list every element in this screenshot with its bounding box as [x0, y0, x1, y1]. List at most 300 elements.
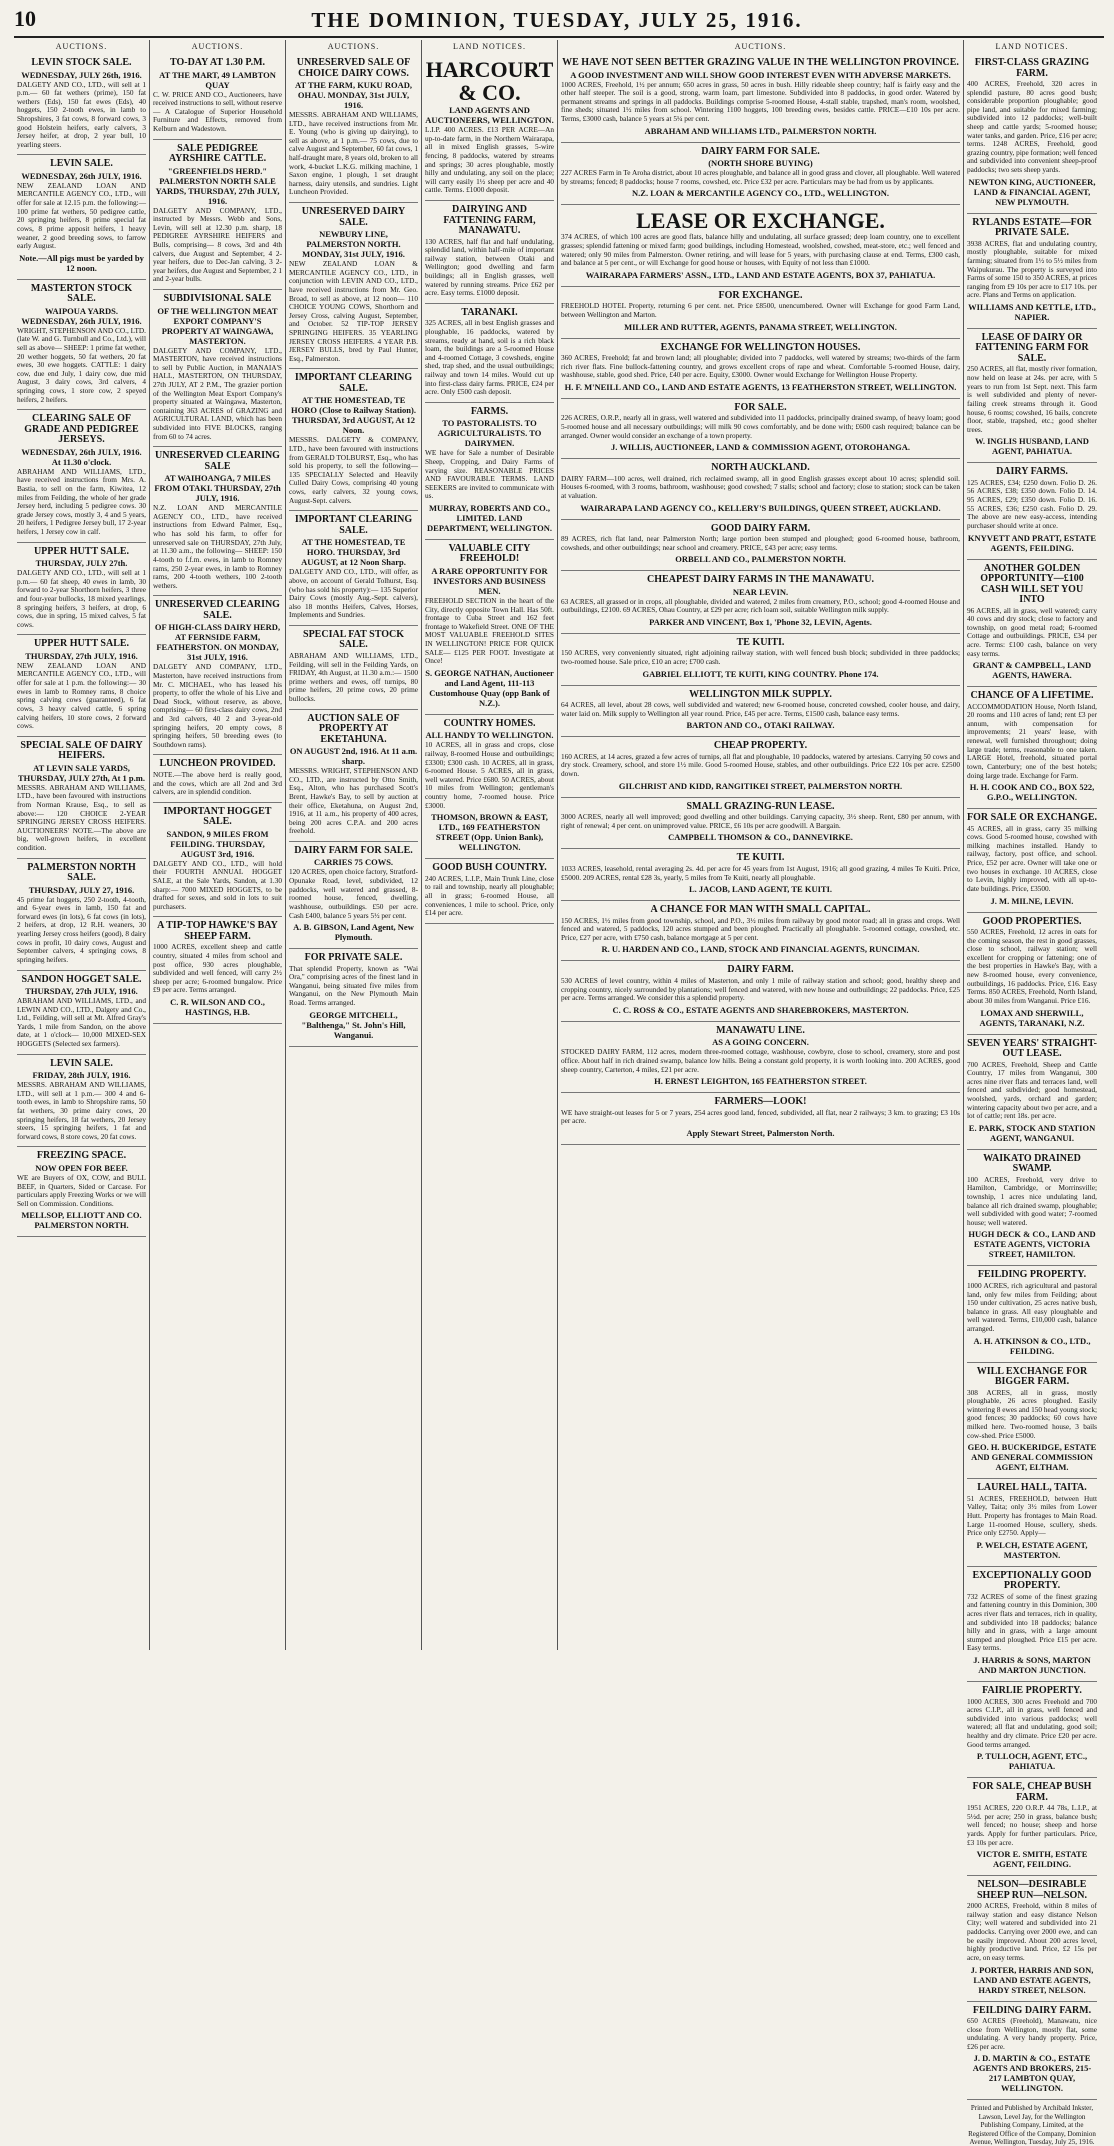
classified-ad — [561, 54, 960, 143]
ad-advertiser: L. JACOB, LAND AGENT, TE KUITI. — [688, 884, 833, 895]
classified-ad — [967, 2002, 1097, 2101]
classified-ad — [967, 1479, 1097, 1567]
classified-ad — [153, 917, 282, 1024]
classified-ad — [561, 1022, 960, 1093]
ad-body: ABRAHAM AND WILLIAMS, LTD., and LEWIN AND CO., LTD., Dalgety and Co., Ltd., Feilding, will sell at Mt. Alfred Gray's Yards, 1 mile from Sandon, on the above date, at 1 o'clock— 10,000 MIXED-SEX HOGGETS (Selected sex farmers). — [17, 996, 146, 1049]
ad-advertiser: GABRIEL ELLIOTT, TE KUITI, KING COUNTRY. Phone 174. — [642, 668, 879, 679]
ad-heading: VALUABLE CITY FREEHOLD! — [448, 542, 531, 565]
newspaper-column-5 — [558, 40, 964, 1650]
ad-heading: IMPORTANT HOGGET SALE. — [163, 805, 272, 828]
classified-ad — [561, 287, 960, 339]
ad-body: 120 ACRES, open choice factory, Stratford-Opunake Road, level, subdivided, 12 paddocks, well watered and grassed, 8-roomed house, fenced, dwelling, washhouse, outbuildings. £50 per acre. Cash £400, balance 5 years 5½ per cent. — [289, 867, 418, 920]
classified-ad — [289, 54, 418, 203]
newspaper-column-4 — [422, 40, 558, 1650]
ad-advertiser: MELLSOP, ELLIOTT AND CO. PALMERSTON NORTH. — [21, 1210, 142, 1231]
ad-body: DAIRY FARM—100 acres, well drained, rich reclaimed swamp, all in good English grasses except about 10 acres; splendid soil. Houses 6-roomed, with 3 rooms, bathroom, washhouse; good cowshed; 7 stalls; school and factory; close to station; stock can be taken at valuation. — [561, 473, 960, 500]
classified-ad — [17, 737, 146, 859]
ad-heading: NELSON—DESIRABLE SHEEP RUN—NELSON. — [976, 1879, 1088, 1901]
ad-body: ABRAHAM AND WILLIAMS, LTD., have received instructions from Mrs. A. Bastia, to sell on the farm, Kiwitea, 12 miles from Feilding, the whole of her grade Jersey herd, including 5 pedigree cows. 30 grade Jersey cows, mostly 3, 4 and 5 years, 20 heifers, 1 Pedigree Jersey bull, 17 2-year heifers, 1 Jersey cow in calf. — [17, 466, 146, 536]
classified-ad — [561, 399, 960, 459]
ad-body: 150 ACRES, very conveniently situated, right adjoining railway station, with well fenced bush block; subdivided in three paddocks; two-roomed house. Sale price, £10 an acre; £700 cash. — [561, 648, 960, 667]
classified-ad — [561, 520, 960, 572]
ad-advertiser: A. H. ATKINSON & CO., LTD., FEILDING. — [973, 1335, 1091, 1356]
ad-heading: CHANCE OF A LIFETIME. — [970, 690, 1094, 702]
ad-subheading: THURSDAY, JULY 27, 1916. — [28, 884, 135, 895]
ad-advertiser: MILLER AND RUTTER, AGENTS, PANAMA STREET, WELLINGTON. — [624, 321, 897, 332]
ad-heading: ANOTHER GOLDEN OPPORTUNITY—£100 CASH WILL SET YOU INTO — [980, 562, 1084, 605]
ad-advertiser: WAIRARAPA FARMERS' ASSN., LTD., LAND AND ESTATE AGENTS, BOX 37, PAHIATUA. — [585, 269, 936, 280]
ad-advertiser: E. PARK, STOCK AND STATION AGENT, WANGANUI. — [968, 1122, 1096, 1143]
ad-subheading: TO PASTORALISTS. TO AGRICULTURALISTS. TO DAIRYMEN. — [437, 418, 542, 449]
newspaper-title: THE DOMINION, TUESDAY, JULY 25, 1916. — [311, 8, 803, 32]
ad-advertiser: NEWTON KING, AUCTIONEER, LAND & FINANCIAL AGENT, NEW PLYMOUTH. — [968, 176, 1096, 207]
ad-subheading: AT LEVIN SALE YARDS, THURSDAY, JULY 27th, At 1 p.m. — [18, 762, 145, 783]
classified-ad — [561, 634, 960, 686]
ad-heading: FOR SALE OR EXCHANGE. — [967, 812, 1098, 824]
classified-ad — [289, 626, 418, 710]
ad-heading: WE HAVE NOT SEEN BETTER GRAZING VALUE IN THE WELLINGTON PROVINCE. — [562, 57, 959, 68]
ad-body: 64 ACRES, all level, about 28 cows, well subdivided and watered; new 6-roomed house, concreted cowshed, cooler house, and dairy, water laid on. Milk supply to Wellington all year round. Price, £45 per acre. Terms, £1500 cash, balance easy terms. — [561, 700, 960, 718]
ad-body: 550 ACRES, Freehold, 12 acres in oats for the coming season, the rest in good grasses, close to school, railway station; well excellent for cropping or fattening; one of the best properties in Hawke's Bay, with a new 8-roomed house, every convenience, outbuildings, 16 paddocks. Price, £16. Easy Terms. 850 ACRES, Freehold, North Island, about 30 miles from Wanganui. Price £16. — [967, 927, 1097, 1005]
ad-heading: IMPORTANT CLEARING SALE. — [294, 514, 413, 536]
classified-ad — [289, 203, 418, 369]
classified-ad — [561, 686, 960, 738]
ad-heading: UNRESERVED DAIRY SALE. — [301, 206, 406, 228]
ad-subheading: THURSDAY, 27th JULY, 1916. — [25, 650, 138, 661]
ad-body: C. W. PRICE AND CO., Auctioneers, have received instructions to sell, without reserve— A Catalogue of Superior Household Furniture and Effects, removed from Kelburn and Wadestown. — [153, 89, 282, 133]
ad-body: 732 ACRES of some of the finest grazing and fattening country in this Dominion, 300 acres river flats and terraces, rich in quality, and subdivided into 18 paddocks; balance hilly and in grass, with a large amount stumped and ploughed. Price £15 per acre. Easy terms. — [967, 1591, 1097, 1653]
classified-ad — [153, 290, 282, 447]
classified-ad — [561, 798, 960, 850]
ad-subheading: NEWBURY LINE, PALMERSTON NORTH. MONDAY, 31st JULY, 1916. — [302, 229, 405, 260]
ad-heading: GOOD BUSH COUNTRY. — [432, 862, 547, 874]
ad-body: DALGETY AND CO., LTD., will sell at 1 p.m.— 60 fat sheep, 40 ewes in lamb, 30 forward to 2-year Shorthorn heifers, 3 three and four-year bullocks, 18 mixed yearlings, 8 springing heifers, 3 heifers, at drop, 6 cows, due in spring, 15 mixed calves, 5 fat cows. — [17, 568, 146, 629]
ad-advertiser: P. WELCH, ESTATE AGENT, MASTERTON. — [976, 1539, 1088, 1560]
ad-heading: CHEAPEST DAIRY FARMS IN THE MANAWATU. — [647, 574, 874, 586]
ad-heading: FEILDING PROPERTY. — [977, 1269, 1087, 1281]
ad-body: 51 ACRES, FREEHOLD, between Hutt Valley, Taita; only 3½ miles from Lower Hutt. Property has frontages to Main Road. Large 11-roomed House, scullery, sheds. Price only £2750. Apply— — [967, 1493, 1097, 1538]
ad-body: 3000 ACRES, nearly all well improved; good dwelling and other buildings. Carrying capacity, 3½ sheep. Rent, £80 per annum, with right of renewal; 4 per cent. on unimproved value. PRICE, £6 10s per acre goodwill. A Bargain. — [561, 812, 960, 830]
ad-heading: LEVIN STOCK SALE. — [31, 57, 132, 68]
ad-body: WE are Buyers of OX, COW, and BULL BEEF, in Quarters, Sided or Carcase. For particulars apply Freezing Works or we will Sell on Commission. Conditions. — [17, 1172, 146, 1208]
ad-heading: DAIRYING AND FATTENING FARM, MANAWATU. — [443, 204, 536, 237]
ad-heading: TE KUITI. — [736, 636, 785, 648]
ad-heading: SMALL GRAZING-RUN LEASE. — [686, 800, 835, 812]
ad-heading: AUCTION SALE OF PROPERTY AT EKETAHUNA. — [307, 712, 400, 745]
ad-heading: TO-DAY AT 1.30 P.M. — [169, 57, 266, 68]
ad-subheading: AT THE HOMESTEAD, TE HORO. THURSDAY, 3rd AUGUST, at 12 Noon Sharp. — [301, 537, 406, 568]
ad-advertiser: W. INGLIS HUSBAND, LAND AGENT, PAHIATUA. — [975, 436, 1089, 457]
ad-body: 130 ACRES, half flat and half undulating, splendid land, within half-mile of important railway station, between Otaki and Wellington; good dwelling and farm buildings; all in English grasses, well watered by running streams. Price £62 per acre. Easy terms. £1000 deposit. — [425, 236, 554, 298]
ad-body: ACCOMMODATION House, North Island, 20 rooms and 110 acres of land; rent £3 per annum, with compensation for improvements; 21 years' lease, with renewal, well furnished throughout; doing large trade; terms, reasonable to one taken. LARGE Hotel, freehold, situated portal town, Canterbury; one of the best hotels; doing large trade. Exchange for Farm. — [967, 701, 1097, 780]
classified-ad — [967, 687, 1097, 809]
classified-ad — [425, 304, 554, 403]
ad-heading: SEVEN YEARS' STRAIGHT-OUT LEASE. — [967, 1037, 1097, 1059]
ad-body: 89 ACRES, rich flat land, near Palmerston North; large portion been stumped and ploughed; good 6-roomed house, bathroom, cowsheds, and other outbuildings; near school and creamery. PRICE, £43 per acre; easy terms. — [561, 534, 960, 552]
ad-body: 150 ACRES, 1½ miles from good township, school, and P.O., 3½ miles from railway by good motor road; all in grass and crops. Well fenced and watered, 5 paddocks, 120 acres stumped and been ploughed. Practically all ploughable. 5-roomed cottage, cowshed, etc. Price, £27 per acre, with £750 cash, balance mortgage at 5 per cent. — [561, 915, 960, 942]
ad-advertiser: S. GEORGE NATHAN, Auctioneer and Land Agent, 111-113 Customhouse Quay (opp Bank of N.Z.). — [425, 667, 554, 708]
ad-advertiser: ABRAHAM AND WILLIAMS LTD., PALMERSTON NORTH. — [644, 125, 877, 136]
ad-heading: FOR EXCHANGE. — [718, 289, 803, 301]
ad-heading: DAIRY FARM FOR SALE. — [294, 844, 413, 856]
ad-body: DALGETY AND COMPANY, LTD., instructed by Messrs. Webb and Sons, Levin, will sell at 12.30 p.m. sharp, 18 PEDIGREE AYRSHIRE HEIFERS and Bulls, comprising— 8 cows, 3rd and 4th calvers, due August and September, 4 2-year heifers, due to Dec-Jan calving, 3 2-year heifers, due August and September, 2 1 and 2-year bulls. — [153, 205, 282, 284]
ad-body: DALGETY AND CO., LTD., will offer, as above, on account of Gerald Tolhurst, Esq. (who has sold his property):— 135 Superior Dairy Cows (mostly Aug.-Sept. calvers), also 18 months Heifers, Calves, Horses, Implements and Sundries. — [289, 567, 418, 620]
classified-ad — [561, 571, 960, 634]
ad-heading: WAIKATO DRAINED SWAMP. — [983, 1152, 1081, 1175]
ad-body: 360 ACRES, Freehold; fat and brown land; all ploughable; divided into 7 paddocks, well watered by streams; two-thirds of the farm rich river flats. Fine bullock-fattening country, and grows excellent crops of rape and wheat. Comfortable 5-roomed House, dairy, washhouse, stable, good shed. Price, £40 per acre. Equity, £3000. Owner would Exchange for Wellington House Property. — [561, 353, 960, 380]
ad-body: 125 ACRES, £34; £250 down. Folio D. 26. 56 ACRES, £38; £350 down. Folio D. 14. 95 ACRES, £29; £350 down. Folio D. 16. 55 ACRES, £36; £250 cash. Folio D. 29. The above are new easy-access, intending purchaser should write at once. — [967, 477, 1097, 530]
classified-ad — [17, 543, 146, 636]
classified-ad — [17, 971, 146, 1055]
ad-advertiser: BARTON AND CO., OTAKI RAILWAY. — [686, 720, 835, 731]
ad-heading: SANDON HOGGET SALE. — [21, 973, 142, 985]
ad-heading: SALE PEDIGREE AYRSHIRE CATTLE. — [168, 142, 267, 165]
ad-advertiser: C. R. WILSON AND CO., HASTINGS, H.B. — [170, 997, 265, 1018]
ad-body: 3938 ACRES, flat and undulating country, mostly ploughable, suitable for mixed farming; situated from 1½ to 5½ miles from Waipukurau. The property is surveyed into Farms of some 150 to 350 ACRES, at prices ranging from £9 10s per acre to £17 10s. per acre. Plans and Terms on application. — [967, 238, 1097, 300]
ad-advertiser: H. F. M'NEILL AND CO., LAND AND ESTATE AGENTS, 13 FEATHERSTON STREET, WELLINGTON. — [564, 381, 957, 392]
ad-body: 650 ACRES (Freehold), Manawatu, nice close from Wellington, mostly flat, some undulating. A very handy property. Price, £26 per acre. — [967, 2016, 1097, 2051]
ad-body: DALGETY AND CO., LTD., will hold their FOURTH ANNUAL HOGGET SALE, at the Sale Yards, Sandon, at 1.30 sharp:— 7000 MIXED HOGGETS, to be drafted for sexes, and sold in lots to suit purchasers. — [153, 858, 282, 911]
ad-heading: LEASE OR EXCHANGE. — [636, 208, 885, 234]
ad-heading: UNRESERVED CLEARING SALE. — [155, 599, 280, 621]
masthead — [0, 0, 1114, 36]
ad-body: 1033 ACRES, leasehold, rental averaging 2s. 4d. per acre for 45 years from 1st August, 1916; all good grazing, 4 miles Te Kuiti. Price, £5000. 209 ACRES, rental £28 3s, yearly, 5 miles from Te Kuiti, nearly all ploughable. — [561, 863, 960, 882]
ad-advertiser: THOMSON, BROWN & EAST, LTD., 169 FEATHERSTON STREET (Opp. Union Bank), WELLINGTON. — [431, 812, 548, 853]
classified-ad — [153, 140, 282, 290]
classified-ad — [967, 1150, 1097, 1267]
page-number: 10 — [14, 6, 36, 31]
ad-body: 400 ACRES, Freehold, 320 acres in splendid pasture, 80 acres good bush; considerable proportion ploughable; good pipe land, and suitable for mixed farming; subdivided into 12 paddocks; well-built sheep and cattle yards; 5-roomed house; water tanks, and garden. Price, £16 per acre; terms. 1248 ACRES, Freehold, good grazing country, pipe formation; well fenced and subdivided into convenient sheep-proof paddocks; two sets sheep yards. — [967, 79, 1098, 175]
ad-body: WRIGHT, STEPHENSON AND CO., LTD. (late W. and G. Turnbull and Co., Ltd.), will sell as above— SHEEP: 1 prime fat wether, 20 wether hoggets, 50 fat wethers, 20 fat ewes, 30 ewe hoggets. CATTLE: 1 dairy cow, due end July, 1 dairy cow, due mid August, 3 dairy cows, 3rd calvers, 4 springing cows, 1 store cow, 2 speyed heifers, 2 heifers. — [17, 325, 146, 404]
classified-ad — [561, 737, 960, 797]
classified-ad — [17, 859, 146, 971]
classified-ad — [561, 143, 960, 206]
ad-heading: MANAWATU LINE. — [716, 1024, 805, 1036]
ad-heading: COUNTRY HOMES. — [443, 717, 536, 729]
ad-body: 100 ACRES, Freehold, very drive to Hamilton, Cambridge, or Morrinsville; township, 1 acres nice undulating land, balance all rich drained swamp, ploughable; well subdivided with good water; 7-roomed house; well watered. — [967, 1174, 1097, 1227]
ad-heading: UPPER HUTT SALE. — [33, 638, 130, 650]
ad-body: 227 ACRES Farm in Te Aroha district, about 10 acres ploughable, and balance all in good grass and clover, all ploughable. Well watered by streams; fenced; 8 paddocks; house 7 rooms, cowshed, etc. Price £32 per acre. Particulars may be had from us by applicants. — [561, 168, 960, 186]
ad-heading: WILL EXCHANGE FOR BIGGER FARM. — [976, 1365, 1088, 1388]
ad-advertiser: HUGH DECK & CO., LAND AND ESTATE AGENTS, VICTORIA STREET, HAMILTON. — [968, 1229, 1096, 1260]
classified-ad — [425, 859, 554, 924]
ad-heading: FAIRLIE PROPERTY. — [982, 1685, 1082, 1697]
column-container — [14, 40, 1104, 2146]
classified-ad — [967, 1682, 1097, 1778]
ad-body: 530 ACRES of level country, within 4 miles of Masterton, and only 1 mile of railway station and school; good, healthy sheep and cropping country, nicely surrounded by plantations; well fenced and watered, with new house and outbuildings; 22 paddocks. Price, £25 per acre. Terms arranged. We consider this a splendid property. — [561, 975, 960, 1003]
ad-heading: NORTH AUCKLAND. — [711, 462, 810, 474]
ad-advertiser: GEORGE MITCHELL, "Balthenga," St. John's Hill, Wanganui. — [301, 1009, 406, 1040]
classified-ad — [561, 1093, 960, 1145]
ad-body: 250 ACRES, all flat, mostly river formation, now held on lease at 24s. per acre, with 5 years to run from 1st Sept. next. This farm is well subdivided and plenty of never-failing creek streams through it. Good house, 6 rooms; cowshed, 16 bails, concrete floor, stable, trapshed, etc.; good shelter trees. — [967, 364, 1097, 434]
classified-ad — [967, 1876, 1097, 2001]
ad-subheading: CARRIES 75 COWS. — [313, 857, 394, 868]
ad-advertiser: J. D. MARTIN & CO., ESTATE AGENTS AND BROKERS, 215-217 LAMBTON QUAY, WELLINGTON. — [972, 2053, 1092, 2094]
ad-advertiser: GILCHRIST AND KIDD, RANGITIKEI STREET, PALMERSTON NORTH. — [618, 780, 903, 791]
section-heading: LAND NOTICES. — [453, 42, 526, 51]
classified-ad — [289, 369, 418, 511]
ad-advertiser: H. H. COOK AND CO., BOX 522, G.P.O., WELLINGTON. — [969, 782, 1095, 803]
ad-body: 63 ACRES, all grassed or in crops, all ploughable, divided and watered, 2 miles from creamery, P.O., school; good 4-roomed House and outbuildings, £2100. 69 ACRES, Ohau Country, at £29 per acre; rich loam soil, suitable Wellington milk supply. — [561, 596, 960, 615]
ad-body: ABRAHAM AND WILLIAMS, LTD., Feilding, will sell in the Feilding Yards, on FRIDAY, 4th August, at 11.30 a.m.:— 1500 prime wethers and ewes, off turnips, 80 prime heifers, 20 prime cows, 20 prime bullocks. — [289, 650, 418, 703]
ad-heading: LEVIN SALE. — [50, 158, 113, 170]
classified-ad — [17, 1147, 146, 1237]
ad-advertiser: J. HARRIS & SONS, MARTON AND MARTON JUNCTION. — [973, 1655, 1091, 1676]
ad-advertiser: LOMAX AND SHERWILL, AGENTS, TARANAKI, N.Z. — [979, 1007, 1085, 1028]
ad-subheading: AT WAIHOANGA, 7 MILES FROM OTAKI. THURSDAY, 27th JULY, 1916. — [154, 473, 281, 504]
ad-advertiser: Apply Stewart Street, Palmerston North. — [686, 1127, 835, 1138]
ad-heading: FOR PRIVATE SALE. — [304, 952, 403, 964]
ad-heading: LEVIN SALE. — [50, 1057, 113, 1069]
ad-subheading: OF HIGH-CLASS DAIRY HERD, AT FERNSIDE FARM, FEATHERSTON. ON MONDAY, 31st JULY, 1916. — [154, 622, 281, 663]
ad-body: 374 ACRES, of which 100 acres are good flats, balance hilly and undulating, all surface grassed; deep loam country, one to excellent grasses; splendid fattening or mixed farm; good buildings, including Homestead, woolshed, cowshed, meat-store, etc.; well fenced and watered; only 90 miles from Palmerston. Owner retiring, and will lease for 5 years, with purchasing clause at end. Terms, £300 cash, and balance at 5 per cent., or will Exchange for good house or houses, with Equity of not less than £1000. — [561, 232, 960, 268]
ad-body: STOCKED DAIRY FARM, 112 acres, modern three-roomed cottage, washhouse, cowbyre, close to school, creamery, store and post office. About half in rich drained swamp, balance low hills. Being a constant gold property, it is worth looking into. 200 ACRES, good sheep country, Carterton, 4 miles, £21 per acre. — [561, 1047, 960, 1074]
ad-body: DALGETY AND COMPANY, LTD., Masterton, have received instructions from Mr. C. MICHAEL, who has leased his property, to offer the whole of his Live and Dead Stock, without reserve, as above, comprising— 60 first-class dairy cows, 2nd and 3rd calvers, 40 2 and 3-year-old springing heifers, 20 empty cows, 8 springing heifers, 50 breeding ewes (to Southdown rams). — [153, 662, 282, 749]
ad-body: 45 prime fat hoggets, 250 2-tooth, 4-tooth, and 6-year ewes in lamb, 150 fat and forward ewes (in lots), 6 fat cows (in lots), 2 heifers, at drop, 12 R.H. weaners, 30 yearling Jersey cross heifers (good), 8 dairy cows in profit, 10 dairy cows, August and September calvers, 4 springing cows, 8 springing heifers. — [17, 894, 146, 964]
classified-ad — [967, 560, 1097, 688]
ad-subheading: WEDNESDAY, JULY 26th, 1916. — [21, 69, 142, 80]
section-heading: AUCTIONS. — [734, 42, 787, 51]
ad-heading: TE KUITI. — [736, 852, 785, 864]
section-heading: AUCTIONS. — [55, 42, 108, 51]
classified-ad — [967, 54, 1097, 214]
section-heading: AUCTIONS. — [191, 42, 244, 51]
ad-advertiser: A. B. GIBSON, Land Agent, New Plymouth. — [293, 922, 414, 943]
ad-heading: RYLANDS ESTATE—FOR PRIVATE SALE. — [972, 216, 1092, 239]
ad-body: MESSRS. DALGETY & COMPANY, LTD., have been favoured with instructions from GERALD TOLBURST, Esq., who has sold his property, to sell the following— 135 SPECIALLY Selected and Heavily Culled Dairy Cows, comprising 40 young cows, early calvers, 32 young cows, August-Sept. calvers. — [289, 435, 418, 505]
ad-heading: FOR SALE, CHEAP BUSH FARM. — [972, 1781, 1092, 1803]
ad-body: 160 ACRES, at 14 acres, grazed a few acres of turnips, all flat and ploughable, 10 paddocks, watered by artesians. Carrying 50 cows and dry stock. Creamery, school, and store 1½ mile. Good 5-roomed House, stables, and other outbuildings. Price £22 10s per acre. £2500 down. — [561, 751, 960, 779]
ad-body: 2000 ACRES, Freehold, within 8 miles of railway station and easy distance Nelson City; well watered and subdivided into 21 paddocks. Carrying over 2000 ewe, and can be easily improved. About 200 acres level, highly productive land. Price, £2 15s per acre, on easy terms. — [967, 1901, 1097, 1962]
ad-heading: FARMERS—LOOK! — [714, 1096, 807, 1108]
section-heading: AUCTIONS. — [327, 42, 380, 51]
section-heading: LAND NOTICES. — [995, 42, 1069, 51]
classified-ad — [967, 329, 1097, 463]
ad-heading: UNRESERVED SALE OF CHOICE DAIRY COWS. — [296, 57, 411, 79]
ad-subheading: SANDON, 9 MILES FROM FEILDING. THURSDAY, AUGUST 3rd, 1916. — [166, 828, 269, 859]
classified-ad — [17, 54, 146, 155]
classified-ad — [425, 715, 554, 859]
ad-heading: UPPER HUTT SALE. — [33, 545, 130, 557]
ad-advertiser: J. M. MILNE, LEVIN. — [990, 895, 1074, 906]
ad-subheading: ON AUGUST 2nd, 1916. At 11 a.m. sharp. — [289, 746, 418, 767]
classified-ad — [425, 540, 554, 715]
ad-subheading: AT THE HOMESTEAD, TE HORO (Close to Railway Station). THURSDAY, 3rd AUGUST, At 12 Noon. — [291, 395, 416, 436]
newspaper-column-6 — [964, 40, 1100, 2146]
classified-ad — [967, 913, 1097, 1035]
ad-body: NEW ZEALAND LOAN AND MERCANTILE AGENCY CO., LTD., will offer for sale at 12.15 p.m. the following:— 100 prime fat wethers, 50 pedigree cattle, 20 springing heifers, 8 prime special fat cows, 8 prime apposit heifers, 1 heavy weaner, 2 good breeding sows, to farrow early August. — [17, 180, 146, 251]
ad-heading: SPECIAL SALE OF DAIRY HEIFERS. — [20, 739, 143, 762]
ad-heading: IMPORTANT CLEARING SALE. — [294, 372, 413, 394]
ad-advertiser: N.Z. LOAN & MERCANTILE AGENCY CO., LTD., WELLINGTON. — [632, 188, 889, 199]
ad-body: DALGETY AND COMPANY, LTD., MASTERTON, have received instructions to sell by Public Auction, in MANAIA'S HALL, MASTERTON, ON THURSDAY, 27th JULY, AT 2 P.M., The grazier portion of the Wellington Meat Export Company's property situated at Waingawa, Masterton, containing 363 ACRES of GRAZING and AGRICULTURAL LAND, which has been subdivided into FIVE BLOCKS, ranging from 60 to 74 acres. — [153, 345, 282, 441]
ad-body: 1000 ACRES, excellent sheep and cattle country, situated 4 miles from school and post office, 930 acres ploughable, subdivided and well fenced, will carry 2½ sheep per acre; 6-roomed bungalow. Price £9 per acre. Terms arranged. — [153, 942, 282, 995]
ad-body: 10 ACRES, all in grass and crops, close railway, 8-roomed House and outbuildings; £3300; £300 cash. 10 ACRES, all in grass, 6-roomed House. 5 ACRES, all in grass, well watered. Price £680. 50 ACRES, about 10 miles from Wellington; gentleman's country home, 7-roomed house. Price £3000. — [425, 740, 554, 810]
ad-body: 240 ACRES, L.I.P., Main Trunk Line, close to rail and township, nearly all ploughable; all in grass; 6-roomed House, all conveniences, 1 mile to school. Price, only £14 per acre. — [425, 873, 554, 918]
classified-ad — [289, 949, 418, 1047]
classified-ad — [967, 214, 1097, 329]
ad-heading: CHEAP PROPERTY. — [713, 740, 808, 752]
classified-ad — [425, 201, 554, 304]
classified-ad — [153, 447, 282, 596]
ad-advertiser: P. TULLOCH, AGENT, ETC., PAHIATUA. — [976, 1751, 1088, 1772]
ad-subheading: FRIDAY, 28th JULY, 1916. — [32, 1070, 131, 1081]
classified-ad — [561, 339, 960, 399]
ad-advertiser: WILLIAMS AND KETTLE, LTD., NAPIER. — [968, 301, 1096, 322]
ad-heading: LEASE OF DAIRY OR FATTENING FARM FOR SALE. — [975, 331, 1089, 364]
ad-heading: DAIRY FARM FOR SALE. — [701, 145, 820, 157]
ad-subheading: "GREENFIELDS HERD." PALMERSTON NORTH SALE YARDS, THURSDAY, 27th JULY, 1916. — [155, 165, 280, 206]
ad-heading: EXCEPTIONALLY GOOD PROPERTY. — [972, 1569, 1092, 1592]
ad-subheading: NEAR LEVIN. — [732, 586, 789, 597]
ad-body: 1000 ACRES, Freehold, 1½ per annum; 650 acres in grass, 50 acres in bush. Hilly rideable sheep country; half is fairly easy and the other half steeper. The soil is a good, strong, warm loam, part limestone. Subdivided into 8 paddocks, in good order. Watered by permanent streams and springs in all paddocks. Buildings comprise 5-roomed House, 4-stall stable, trapshed, man's room, woolshed, fine sheds; situated 1½ miles from school. Wintering 1100 hoggets, 100 breeding ewes, besides cattle. PRICE—£10 10s per acre. Terms, £3000 cash, balance 5 years at 5¼ per cent. — [561, 79, 960, 123]
classified-ad — [967, 809, 1097, 912]
ad-advertiser: MURRAY, ROBERTS AND CO., LIMITED. LAND DEPARTMENT, WELLINGTON. — [427, 502, 552, 533]
ad-subheading: NOW OPEN FOR BEEF. — [35, 1162, 128, 1173]
classified-ad — [17, 155, 146, 279]
ad-subheading: THURSDAY, JULY 27th. — [35, 558, 128, 569]
ad-body: 1951 ACRES, 220 O.R.P. 44 78s, L.I.P., at 5½d. per acre; 250 in grass, balance bush; well fenced; no house; sheep and horse yards. Apply for further particulars. Price, £3 10s per acre. — [967, 1803, 1097, 1847]
ad-body: WE have straight-out leases for 5 or 7 years, 254 acres good land, fenced, subdivided, all flat, near 2 railways; 3 km. to grazing; £3 10s per acre. — [561, 1107, 960, 1126]
ad-heading: FREEZING SPACE. — [36, 1150, 127, 1162]
ad-subheading: WAIPOUA YARDS. WEDNESDAY, 26th JULY, 1916. — [21, 305, 142, 326]
ad-heading: SUBDIVISIONAL SALE — [163, 293, 272, 305]
ad-heading: FOR SALE. — [734, 401, 787, 413]
ad-heading: DAIRY FARMS. — [996, 466, 1068, 478]
classified-ad — [561, 459, 960, 519]
ad-body: 700 ACRES, Freehold, Sheep and Cattle Country, 17 miles from Wanganui, 300 acres nine river flats and terraces land, well fenced and subdivided; good homestead, woolshed, yards, orchard and garden; wintering capacity about two per acre, and a lot of cattle; rent 18s. per acre. — [967, 1059, 1097, 1121]
classified-ad — [561, 849, 960, 901]
ad-advertiser: C. C. ROSS & CO., ESTATE AGENTS AND SHAREBROKERS, MASTERTON. — [612, 1004, 909, 1015]
masthead-rule — [14, 36, 1104, 38]
ad-advertiser: KNYVETT AND PRATT, ESTATE AGENTS, FEILDING. — [967, 532, 1097, 553]
ad-heading: LAUREL HALL, TAITA. — [977, 1482, 1087, 1494]
ad-body: N.Z. LOAN AND MERCANTILE AGENCY CO., LTD., have received instructions from Edward Palmer, Esq., who has sold his farm, to offer for unreserved sale on THURSDAY, 27th July, at 11.30 a.m., the following— SHEEP: 150 4-tooth to f.f.m. ewes, in lamb to Romney rams, 250 2-year ewes, in lamb to Romney rams, 200 4-tooth wethers, 100 2-tooth wethers. — [153, 503, 282, 590]
classified-ad — [967, 1363, 1097, 1480]
classified-ad — [289, 842, 418, 949]
ad-advertiser: Note.—All pigs must be yarded by 12 noon. — [19, 252, 144, 273]
ad-advertiser: CAMPBELL THOMSON & CO., DANNEVIRKE. — [668, 832, 853, 843]
ad-advertiser: J. WILLIS, AUCTIONEER, LAND & COMMISSION AGENT, OTOROHANGA. — [611, 442, 910, 453]
ad-body: 45 ACRES, all in grass, carry 35 milking cows. Good 5-roomed house, cowshed with milking machines installed. Handy to railway, factory, post office, and school. Price, £52 per acre. Owner will take one or two houses in exchange. 10 ACRES, close to Levin, highly improved, with all up-to-date buildings. Price, £3500. — [967, 823, 1097, 893]
ad-heading: GOOD DAIRY FARM. — [710, 522, 811, 534]
ad-body: NEW ZEALAND LOAN & MERCANTILE AGENCY CO., LTD., in conjunction with LEVIN AND CO., LTD., have received instructions from Mr. Geo. Broad, to sell as above, at 12 noon— 110 CHOICE YOUNG COWS, Shorthorn and Jersey Cross, calving August, September, and October. 52 TIP-TOP JERSEY SPRINGING HEIFERS. 35 YEARLING JERSEY CROSS HEIFERS. 4 YEAR P.B. JERSEY BULLS, bred by Paul Hunter, Esq., Palmerston. — [289, 259, 418, 363]
ad-body: MESSRS. ABRAHAM AND WILLIAMS, LTD., have been favoured with instructions from Norman Krause, Esq., to sell as above:— 120 CHOICE 2-YEAR SPRINGING JERSEY CROSS HEIFERS. AUCTIONEERS' NOTE.—The above are big, well-grown heifers, in excellent condition. — [17, 782, 146, 853]
ad-body: MESSRS. ABRAHAM AND WILLIAMS, LTD., will sell at 1 p.m.— 300 4 and 6-tooth ewes, in lamb to Shropshire rams, 50 fat wethers, 30 prime dairy cows, 20 springing heifers, 18 fat wethers, 20 Jersey steers, 15 springing heifers, 1 fat and forward cows, 8 store cows, 20 fat cows. — [17, 1080, 146, 1141]
ad-body: 308 ACRES, all in grass, mostly ploughable, 26 acres ploughed. Easily wintering 8 ewes and 150 head young stock; good fences; 30 paddocks; 60 cows have milked here. Two-roomed house, 3 bails cow-shed. Price £5000. — [967, 1387, 1097, 1440]
ad-subheading: OF THE WELLINGTON MEAT EXPORT COMPANY'S PROPERTY AT WAINGAWA, MASTERTON. — [157, 305, 278, 346]
ad-body: 96 ACRES, all in grass, well watered; carry 40 cows and dry stock; close to factory and township, on good metal road; 6-roomed Cottage and outbuildings. PRICE, £34 per acre. Terms: £100 cash, balance on very easy terms. — [967, 605, 1097, 658]
newspaper-column-2 — [150, 40, 286, 1650]
publisher-imprint: Printed and Published by Archibald Inkster, Lawson, Level Jay, for the Wellington Publishing Company, Limited, at the Registered Office of the Company, Dominion Avenue, Wellington, Tuesday, July 25, 1916. — [968, 2104, 1096, 2146]
ad-heading: EXCHANGE FOR WELLINGTON HOUSES. — [660, 341, 861, 353]
ad-heading: FIRST-CLASS GRAZING FARM. — [974, 57, 1090, 79]
classified-ad — [17, 1055, 146, 1148]
ad-subheading: ALL HANDY TO WELLINGTON. — [425, 730, 554, 741]
ad-heading: FEILDING DAIRY FARM. — [972, 2004, 1092, 2016]
ad-subheading: AT THE FARM, KUKU ROAD, OHAU. MONDAY, 31st JULY, 1916. — [295, 80, 412, 110]
ad-heading: TARANAKI. — [461, 306, 518, 318]
newspaper-column-1 — [14, 40, 150, 1650]
ad-heading: UNRESERVED CLEARING SALE — [155, 450, 280, 472]
ad-body: MESSRS. ABRAHAM AND WILLIAMS, LTD., have received instructions from Mr. E. Young (who is giving up dairying), to sell as above, at 1 p.m.— 75 cows, due to calve August and September, 60 fat cows, 1 half-draught mare, 8 years old, broken to all work, 4-bucket L.K.G. milking machine, 1 Saxon engine, 1 plough, 1 set draught harness, dairy utensils, and sundries. Light Luncheon Provided. — [289, 110, 418, 197]
ad-heading: CLEARING SALE OF GRADE AND PEDIGREE JERSEYS. — [24, 413, 139, 446]
classified-ad — [967, 1778, 1097, 1876]
classified-ad — [561, 961, 960, 1021]
classified-ad — [289, 511, 418, 626]
ad-heading: A TIP-TOP HAWKE'S BAY SHEEP FARM. — [157, 920, 278, 942]
ad-body: 1000 ACRES, rich agricultural and pastoral land, only few miles from Feilding; about 150 under cultivation, 25 acres native bush, balance in grass. All easy ploughable and well watered. Terms, £10,000 cash, balance arranged. — [967, 1280, 1097, 1333]
classified-ad — [17, 280, 146, 410]
ad-body: FREEHOLD SECTION in the heart of the City, directly opposite Town Hall. Has 50ft. frontage to Cuba Street and 162 feet frontage to Wakefield Street. ONE OF THE MOST VALUABLE FREEHOLD SITES IN WELLINGTON! PRICE FOR QUICK SALE— £125 PER FOOT. Investigate at Once! — [425, 595, 554, 666]
classified-ad — [967, 1035, 1097, 1150]
ad-heading: MASTERTON STOCK SALE. — [30, 282, 133, 305]
ad-heading: HARCOURT & CO. — [425, 57, 554, 106]
ad-heading: WELLINGTON MILK SUPPLY. — [689, 688, 832, 700]
ad-subheading: AT THE MART, 49 LAMBTON QUAY — [159, 69, 276, 90]
ad-subheading: THURSDAY, 27th JULY, 1916. — [25, 986, 138, 996]
ad-subheading: (NORTH SHORE BUYING) — [708, 158, 813, 169]
classified-ad — [17, 410, 146, 542]
ad-advertiser: WAIRARAPA LAND AGENCY CO., KELLERY'S BUILDINGS, QUEEN STREET, AUCKLAND. — [580, 502, 941, 513]
classified-ad — [153, 755, 282, 802]
classified-ad — [561, 205, 960, 287]
ad-body: 325 ACRES, all in best English grasses and ploughable, 16 paddocks, watered by streams, ready at hand, soil is a rich black loam, the buildings are a 5-roomed House and 4-roomed Cottage, 3 cowsheds, engine shed, trap shed, and the usual outbuildings; railway and town 14 miles. Would cut up into first-class dairy farms. PRICE, £24 per acre. Only £500 cash deposit. — [425, 318, 554, 397]
classified-ad — [289, 710, 418, 842]
ad-body: 1000 ACRES, 300 acres Freehold and 700 acres C.I.P., all in grass, well fenced and subdivided into various paddocks; well watered; all flat and undulating, good soil; healthy and dry climate. Price £20 per acre. Good terms arranged. — [967, 1696, 1097, 1749]
ad-advertiser: ORBELL AND CO., PALMERSTON NORTH. — [675, 554, 846, 565]
ad-heading: A CHANCE FOR MAN WITH SMALL CAPITAL. — [650, 904, 871, 916]
classified-ad — [153, 803, 282, 918]
ad-subheading: WEDNESDAY, 26th JULY, 1916. At 11.30 o'clock. — [21, 446, 142, 467]
classified-ad — [967, 1567, 1097, 1682]
ad-heading: DAIRY FARM. — [727, 964, 794, 976]
ad-body: NOTE.—The above herd is really good, and the cows, which are all 2nd and 3rd calvers, are in splendid condition. — [153, 769, 282, 797]
ad-heading: PALMERSTON NORTH SALE. — [27, 861, 136, 884]
ad-body: MESSRS. WRIGHT, STEPHENSON AND CO., LTD., are instructed by Otto Smith, Esq., Alton, who has purchased Scott's Brent, Hawke's Bay, to sell by auction at their office, Eketahuna, on August 2nd, 1916, at 11 a.m., his property of 400 acres, being 200 acres C.P.A. and 200 acres freehold. — [289, 766, 418, 836]
classified-ad — [17, 635, 146, 736]
classified-ad — [967, 1266, 1097, 1362]
ad-subheading: A RARE OPPORTUNITY FOR INVESTORS AND BUSINESS MEN. — [431, 565, 548, 596]
classified-ad — [153, 596, 282, 755]
ad-advertiser: R. U. HARDEN AND CO., LAND, STOCK AND FINANCIAL AGENTS, RUNCIMAN. — [601, 944, 920, 955]
classified-ad — [425, 54, 554, 201]
ad-subheading: AS A GOING CONCERN. — [712, 1037, 809, 1048]
ad-advertiser: GRANT & CAMPBELL, LAND AGENTS, HAWERA. — [972, 660, 1092, 681]
ad-body: WE have for Sale a number of Desirable Sheep, Cropping, and Dairy Farms of varying size. REASONABLE PRICES AND FAVOURABLE TERMS. LAND SEEKERS are invited to communicate with us. — [425, 448, 554, 501]
ad-body: That splendid Property, known as "Wai Ora," comprising acres of the finest land in Wanganui, being situated five miles from Wanganui, on the New Plymouth Main Road. Terms arranged. — [289, 963, 418, 1008]
ad-body: FREEHOLD HOTEL Property, returning 6 per cent. net. Price £8500, unencumbered. Owner will Exchange for good Farm Land, between Wellington and Marton. — [561, 301, 960, 319]
ad-heading: GOOD PROPERTIES. — [982, 915, 1082, 927]
ad-subheading: A GOOD INVESTMENT AND WILL SHOW GOOD INTEREST EVEN WITH ADVERSE MARKETS. — [570, 69, 951, 80]
ad-body: DALGETY AND CO., LTD., will sell at 1 p.m.— 60 fat wethers (prime), 150 fat wethers (Eds), 150 fat ewes (Eds), 40 hoggets, 150 2-tooth ewes, in lamb to Shropshires, 3 fat cows, 8 forward cows, 3 good Holstein heifers, early calvers, 3 Jersey heifer, at drop, 2 year bull, 10 yearling steers. — [17, 79, 146, 149]
ad-advertiser: H. ERNEST LEIGHTON, 165 FEATHERSTON STREET. — [654, 1076, 867, 1087]
ad-heading: LUNCHEON PROVIDED. — [159, 758, 276, 770]
ad-heading: SPECIAL FAT STOCK SALE. — [303, 628, 404, 651]
ad-body: L.I.P. 400 ACRES. £13 PER ACRE—An up-to-date farm, in the Northern Wairarapa, all in mixed English grasses, 5-wire fencing, 8 paddocks, watered by streams and springs; 30 acres ploughable, mostly hilly and undulating, any soil on the place; will carry easily 1½ sheep per acre and 40 cattle. Terms. £1000 deposit. — [425, 125, 554, 195]
ad-subheading: LAND AGENTS AND AUCTIONEERS, WELLINGTON. — [425, 105, 554, 126]
classified-ad — [425, 403, 554, 540]
ad-advertiser: J. PORTER, HARRIS AND SON, LAND AND ESTATE AGENTS, HARDY STREET, NELSON. — [970, 1964, 1094, 1995]
ad-advertiser: GEO. H. BUCKERIDGE, ESTATE AND GENERAL COMMISSION AGENT, ELTHAM. — [967, 1442, 1097, 1473]
classified-ad — [153, 54, 282, 140]
ad-body: NEW ZEALAND LOAN AND MERCANTILE AGENCY CO., LTD., will offer for sale at 1 p.m. the following:— 30 ewes in lamb to Romney rams, 8 choice spring calving cows (guaranteed), 6 fat cows, 3 heavy calved cattle, 6 spring calving heifers, 10 store cows, 2 forward cows. — [17, 660, 146, 731]
ad-advertiser: VICTOR E. SMITH, ESTATE AGENT, FEILDING. — [976, 1849, 1088, 1870]
ad-body: 226 ACRES, O.R.P., nearly all in grass, well watered and subdivided into 11 paddocks, principally drained swamp, of heavy loam; good 5-roomed house and all necessary outbuildings; will milk 90 cows comfortably, and be done with; £600 cash required; balance can be arranged. Owner would consider an exchange of a town property. — [561, 413, 960, 440]
ad-heading: FARMS. — [470, 405, 509, 417]
newspaper-column-3 — [286, 40, 422, 1650]
classified-ad — [967, 463, 1097, 559]
